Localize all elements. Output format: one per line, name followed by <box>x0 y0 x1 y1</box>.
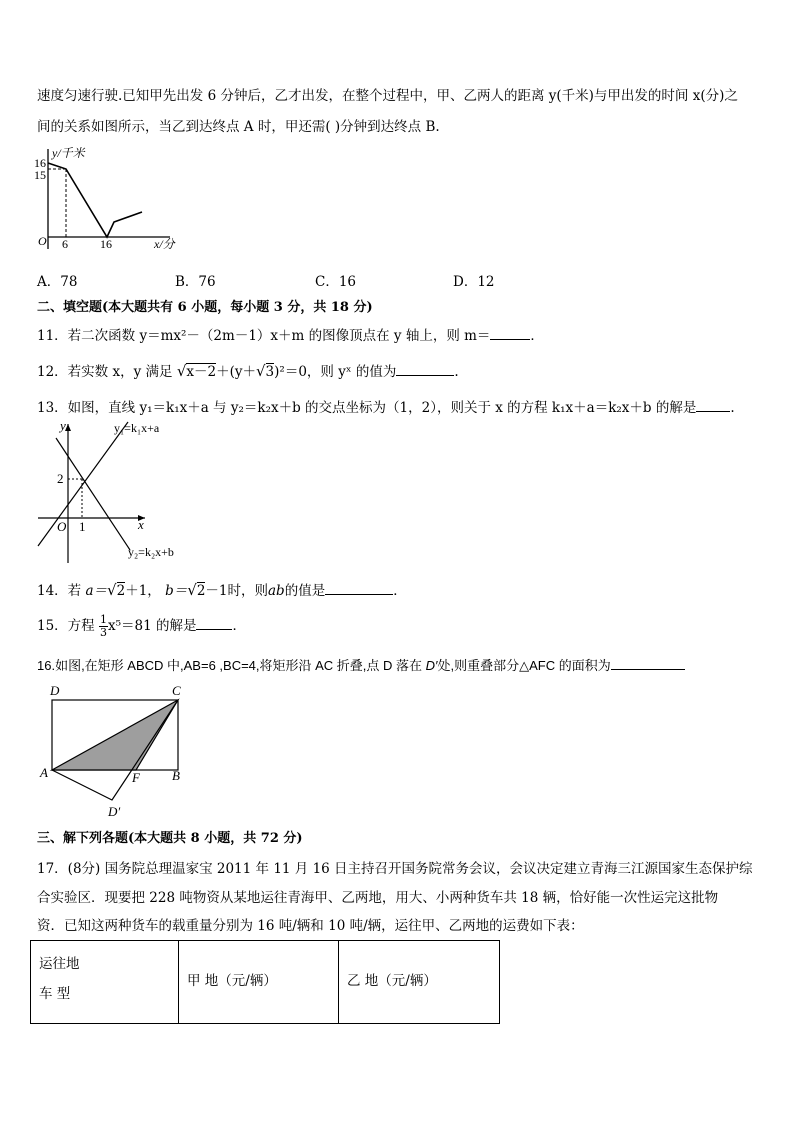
q14-rad-b: 2 <box>196 583 206 599</box>
q13-blank <box>696 399 730 412</box>
q16-blank <box>611 657 685 670</box>
q17-line2: 合实验区．现要把 228 吨物资从某地运往青海甲、乙两地，用大、小两种货车共 18 辆，恰好能一次性运完这批物 <box>37 890 719 906</box>
q16 <box>37 655 685 674</box>
q10-option-d: D．12 <box>453 274 495 290</box>
q16-label-a: A <box>40 765 48 780</box>
q14-blank <box>325 582 393 595</box>
freight-table <box>30 940 500 1024</box>
q15-blank <box>196 617 232 630</box>
q14 <box>37 579 407 599</box>
q10-x16: 16 <box>100 237 112 251</box>
q13-one: 1 <box>79 519 86 534</box>
q10-y16: 16 <box>34 156 46 170</box>
q13 <box>37 396 735 416</box>
q13-two: 2 <box>57 471 64 486</box>
q11-text: 11．若二次函数 y＝mx²－（2m－1）x＋m 的图像顶点在 y 轴上，则 m＝ <box>37 328 491 344</box>
q13-line2-label: y₂=k₂x+b <box>128 545 174 559</box>
q14-post: 的值是 <box>284 583 326 599</box>
section3-heading: 三、解下列各题(本大题共 8 小题，共 72 分) <box>37 831 303 846</box>
q10-origin: O <box>38 234 47 248</box>
q10-x6: 6 <box>62 237 68 251</box>
q14-a: a＝ <box>85 583 108 599</box>
q12-blank <box>396 363 454 376</box>
q16-label-f: F <box>132 770 140 785</box>
q14-sqrt-b: √2 <box>187 581 206 599</box>
q13-line-y2 <box>56 438 130 550</box>
q16-text2: 处,则重叠部分△AFC 的面积为 <box>437 658 611 673</box>
q14-end: ． <box>393 583 407 599</box>
q15-end: ． <box>232 618 246 634</box>
q13-graph <box>30 418 210 566</box>
q13-end: . <box>730 400 735 416</box>
table-row <box>31 941 500 1024</box>
q13-x-label: x <box>138 517 144 532</box>
q12-sqrt2: √3 <box>255 362 275 380</box>
q14-pre: 14．若 <box>37 583 82 599</box>
table-corner-top: 运往地 <box>39 956 80 972</box>
q12-radicand2: 3 <box>265 364 275 380</box>
table-col2-header: 乙 地（元/辆） <box>339 941 500 1024</box>
q13-y-label: y <box>60 418 66 433</box>
q11 <box>37 324 544 344</box>
q14-a-tail: ＋1， <box>125 583 161 599</box>
q17-line3: 资．已知这两种货车的载重量分别为 16 吨/辆和 10 吨/辆，运往甲、乙两地的运费如下表： <box>37 918 584 934</box>
q16-triangle-afc <box>52 700 178 770</box>
q10-option-b: B．76 <box>175 274 216 290</box>
q14-rad-a: 2 <box>116 583 126 599</box>
q15 <box>37 614 246 639</box>
q17-line1: 17．(8分) 国务院总理温家宝 2011 年 11 月 16 日主持召开国务院常务会议，会议决定建立青海三江源国家生态保护综 <box>37 861 753 877</box>
q15-num: 1 <box>99 613 107 626</box>
q16-text: 16.如图,在矩形 ABCD 中,AB=6 ,BC=4,将矩形沿 AC 折叠,点 D 落在 <box>37 658 423 673</box>
q14-b-tail: －1时，则 <box>205 583 268 599</box>
q10-xlabel: x/分 <box>154 237 175 251</box>
table-corner-cell <box>31 941 179 1024</box>
q13-y-arrow <box>65 424 71 431</box>
q11-end: ． <box>530 328 544 344</box>
q15-post: x⁵＝81 的解是 <box>107 618 197 634</box>
q12-end: . <box>454 364 459 380</box>
q10-line1: 速度匀速行驶.已知甲先出发 6 分钟后，乙才出发，在整个过程中，甲、乙两人的距离 y(千米)与甲出发的时间 x(分)之 <box>37 88 738 104</box>
q13-line1-label: y₁=k₁x+a <box>114 421 160 435</box>
q15-pre: 15．方程 <box>37 618 95 634</box>
q10-option-a: A．78 <box>37 274 78 290</box>
q12-sqrt1: √x－2 <box>176 362 217 380</box>
q16-dprime: D′ <box>425 658 438 673</box>
q14-b: b＝ <box>165 583 188 599</box>
q10-ylabel: y/千米 <box>52 146 85 160</box>
q13-origin: O <box>57 519 67 534</box>
q10-y15: 15 <box>34 168 46 182</box>
q11-blank <box>490 327 530 340</box>
q14-sqrt-a: √2 <box>107 581 126 599</box>
q14-ab: ab <box>268 583 285 599</box>
q16-label-c: C <box>172 683 181 698</box>
q16-label-d: D <box>50 683 60 698</box>
section2-heading: 二、填空题(本大题共有 6 小题，每小题 3 分，共 18 分) <box>37 300 373 315</box>
q10-graph-line <box>48 163 142 237</box>
q13-text: 13．如图，直线 y₁＝k₁x＋a 与 y₂＝k₂x＋b 的交点坐标为（1，2），则关于 x 的方程 k₁x＋a＝k₂x＋b 的解是 <box>37 400 697 416</box>
q16-label-dprime: D′ <box>108 804 121 819</box>
q10-graph <box>30 145 180 255</box>
q16-figure <box>34 682 204 822</box>
q10-option-c: C．16 <box>315 274 357 290</box>
q12-mid: ＋(y＋ <box>216 364 256 380</box>
q12-post: )²＝0，则 yˣ 的值为 <box>274 364 397 380</box>
q15-fraction <box>99 614 108 639</box>
q10-line2: 间的关系如图所示，当乙到达终点 A 时，甲还需( )分钟到达终点 B. <box>37 119 440 135</box>
q16-label-b: B <box>172 768 180 783</box>
q12-radicand1: x－2 <box>186 364 217 380</box>
q15-den: 3 <box>99 626 107 639</box>
q12-pre: 12．若实数 x，y 满足 <box>37 364 173 380</box>
q12 <box>37 360 459 380</box>
table-col1-header: 甲 地（元/辆） <box>179 941 339 1024</box>
table-corner-bottom: 车 型 <box>39 986 71 1002</box>
